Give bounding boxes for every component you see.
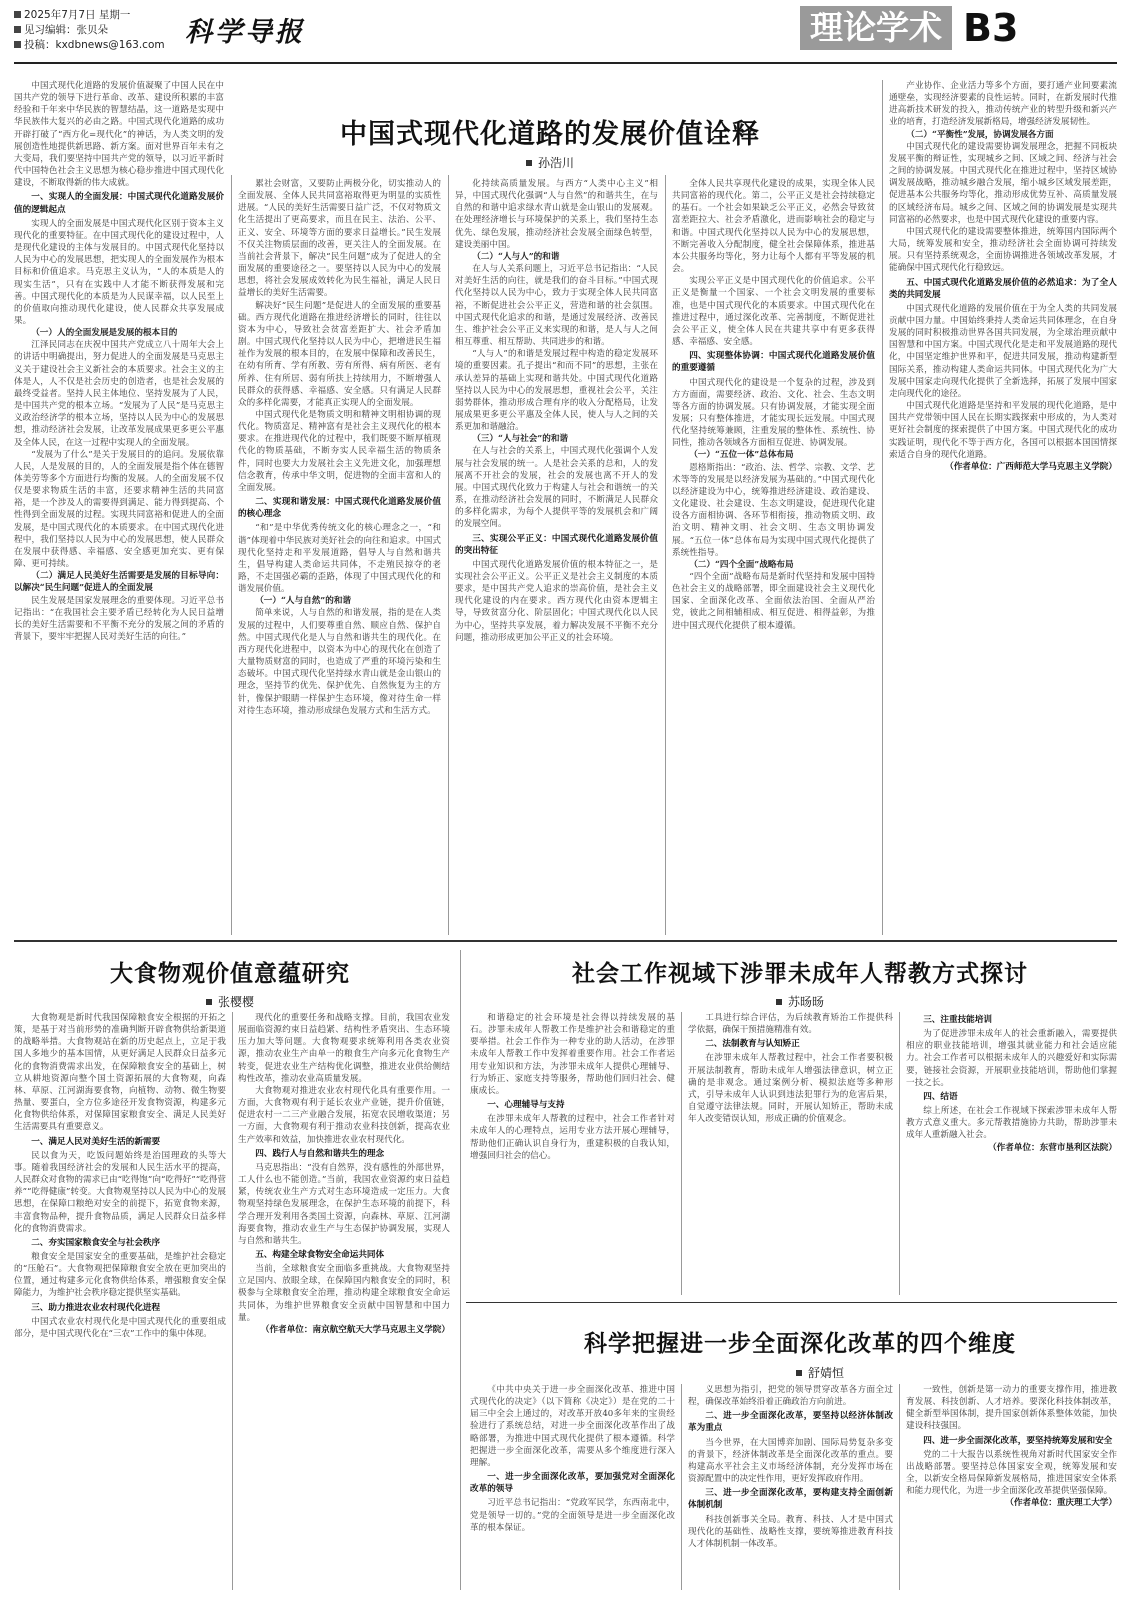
section-heading: 一、进一步全面深化改革，要加强党对全面深化改革的领导 <box>470 1472 675 1495</box>
article1-column-5 <box>889 80 1117 935</box>
paragraph: 江泽民同志在庆祝中国共产党成立八十周年大会上的讲话中明确提出，努力促进人的全面发展是马克思主义关于建设社会主义新社会的本质要求。社会主义的主体是人，人不仅是社会历史的创造者，也是社会发展的最终受益者。坚持人民主体地位、坚持发展为了人民，是中国共产党的根本立场。“发展为了人民”是马克思主义政治经济学的根本立场，坚持以人民为中心的发展思想，推动经济社会发展，让改革发展成果更多更公平惠及全体人民，在这一过程中实现人的全面发展。 <box>14 340 224 448</box>
section-heading: 一、心理辅导与支持 <box>487 1100 565 1111</box>
article1-column-3 <box>455 178 658 935</box>
paragraph: 工具进行综合评估，为后续教育矫治工作提供科学依据，确保干预措施精准有效。 <box>688 1013 893 1036</box>
article4-column-3 <box>906 1384 1117 1590</box>
paragraph: 中国式农业农村现代化是中国式现代化的重要组成部分，是中国式现代化在“三农”工作中的集中体现。 <box>14 1316 226 1339</box>
subsection-heading: （二）满足人民美好生活需要是发展的目标导向：以解决“民生问题”促进人的全面发展 <box>14 571 224 594</box>
paragraph: 当今世界，在大国博弈加剧、国际局势复杂多变的背景下，经济体制改革是全面深化改革的重点。要构建高水平社会主义市场经济体制，充分发挥市场在资源配置中的决定性作用，更好发挥政府作用。 <box>688 1437 893 1485</box>
paragraph: 实现人的全面发展是中国式现代化区别于资本主义现代化的重要特征。在中国式现代化的建设过程中，人是现代化建设的主体与发展目的。中国式现代化坚持以人民为中心的发展思想，把实现人的全面发展作为根本目标和价值追求。马克思主义认为，“人的本质是人的现实生活”，只有在实践中人才能不断获得发展和完善。中国式现代化的本质是为人民谋幸福，以人民至上的价值取向推动现代化建设，使人民群众共享发展成果。 <box>14 218 224 326</box>
column-divider <box>448 175 449 935</box>
article1-column-2 <box>238 178 441 935</box>
paragraph: “和”是中华优秀传统文化的核心理念之一，“和谐”体现着中华民族对美好社会的向往和追求。中国式现代化坚持走和平发展道路，倡导人与自然和谐共生，倡导构建人类命运共同体，不走殖民掠夺的老路，不走国强必霸的歪路，体现了中国式现代化的和谐发展价值。 <box>238 523 441 595</box>
section-heading: 四、践行人与自然和谐共生的理念 <box>255 1148 385 1159</box>
paragraph: 民生发展是国家发展理念的重要体现。习近平总书记指出：“在我国社会主要矛盾已经转化为人民日益增长的美好生活需要和不平衡不充分的发展之间的矛盾的背景下，要牢牢把握人民对美好生活的向往。” <box>14 595 224 643</box>
paragraph: “发展为了什么”是关于发展目的的追问。发展依靠人民，人是发展的目的，人的全面发展是指个体在德智体美劳等多个方面进行均衡的发展。人的全面发展不仅仅是要求物质生活的丰富，还要求精神生活的共同富裕，是一个涉及人的需要得到满足、能力得到提高、个性得到全面发展的过程。实现共同富裕和促进人的全面发展，是中国式现代化的本质要求。在中国式现代化进程中，我们坚持以人民为中心的发展思想，使人民群众在发展中获得感、幸福感、安全感更加充实、更有保障、更可持续。 <box>14 449 224 570</box>
section-heading: 四、实现整体协调：中国式现代化道路发展价值的重要遵循 <box>672 351 875 374</box>
paragraph: 实现公平正义是中国式现代化的价值追求。公平正义是衡量一个国家、一个社会文明发展的重要标准，也是中国式现代化的本质要求。中国式现代化在推进过程中，通过深化改革、完善制度，不断促进社会公平正义，使全体人民在共建共享中有更多获得感、幸福感、安全感。 <box>672 276 875 348</box>
paragraph: 综上所述，在社会工作视域下探索涉罪未成年人帮教方式意义重大。多元帮教措施协力共助，帮助涉罪未成年人重新融入社会。 <box>906 1106 1117 1141</box>
paragraph: 中国式现代化道路的发展价值凝聚了中国人民在中国共产党的领导下进行革命、改革、建设所积累的丰富经验和千年来中华民族的智慧结晶，这一道路是实现中华民族伟大复兴的必由之路。中国式现代化道路的成功开辟打破了“西方化=现代化”的神话，为人类文明的发展创造性地提供新思路、新方案。面对世界百年未有之大变局，我们要坚持中国共产党的领导，以习近平新时代中国特色社会主义思想为核心稳步推进中国式现代化建设，不断取得新的伟大成就。 <box>14 81 224 189</box>
paragraph: 义思想为指引，把党的领导贯穿改革各方面全过程，确保改革始终沿着正确政治方向前进。 <box>688 1385 893 1408</box>
author-affiliation: （作者单位：广西师范大学马克思主义学院） <box>945 461 1117 472</box>
paragraph: 恩格斯指出：“政治、法、哲学、宗教、文学、艺术等等的发展是以经济发展为基础的。”中国式现代化以经济建设为中心，统筹推进经济建设、政治建设、文化建设、社会建设、生态文明建设，促进现代化建设各方面相协调、各环节相衔接，推动物质文明、政治文明、精神文明、社会文明、生态文明协调发展。“五位一体”总体布局为实现中国式现代化提供了系统性指导。 <box>672 462 875 558</box>
section-heading: 三、助力推进农业农村现代化进程 <box>31 1302 161 1313</box>
section-heading: 三、实现公平正义：中国式现代化道路发展价值的突出特征 <box>455 533 658 556</box>
section-heading: 五、中国式现代化道路发展价值的必然追求：为了全人类的共同发展 <box>889 277 1117 300</box>
article3-author: 苏旸旸 <box>720 993 880 1010</box>
paragraph: 马克思指出：“没有自然界，没有感性的外部世界，工人什么也不能创造。”当前，我国农业资源约束日益趋紧，传统农业生产方式对生态环境造成一定压力。大食物观坚持绿色发展理念，在保护生态环境的前提下，科学合理开发利用各类国土资源，向森林、草原、江河湖海要食物，推动农业生产与生态保护协调发展，实现人与自然和谐共生。 <box>238 1162 450 1246</box>
article3-column-3 <box>906 1012 1117 1295</box>
masthead-meta <box>14 8 165 53</box>
author-affiliation: （作者单位：南京航空航天大学马克思主义学院） <box>260 1324 450 1335</box>
column-divider <box>882 80 883 935</box>
section-heading: 三、进一步全面深化改革，要构建支持全面创新体制机制 <box>688 1488 893 1511</box>
paragraph: 中国式现代化的建设需要整体推进，统筹国内国际两个大局，统筹发展和安全，推动经济社会全面协调可持续发展。只有坚持系统观念，全面协调推进各领域改革发展，才能确保中国式现代化行稳致远。 <box>889 226 1117 274</box>
subsection-heading: （三）“人与社会”的和谐 <box>472 434 569 445</box>
paragraph: 现代化的重要任务和战略支撑。目前，我国农业发展面临资源约束日益趋紧、结构性矛盾突出、生态环境压力加大等问题。大食物观要求统筹利用各类农业资源，推动农业生产由单一的粮食生产向多元化食物生产转变，促进农业生产结构优化调整，推进农业供给侧结构性改革，推动农业高质量发展。 <box>238 1013 450 1084</box>
article4-author: 舒婧恒 <box>740 1364 900 1381</box>
section-heading: 四、进一步全面深化改革，要坚持统筹发展和安全 <box>923 1435 1113 1446</box>
paragraph: 中国式现代化的建设需要协调发展理念，把握不同板块发展平衡的辩证性，实现城乡之间、区域之间、经济与社会之间的协调发展。中国式现代化在推进过程中，坚持区域协调发展战略，推动城乡融合发展，缩小城乡区域发展差距，促进基本公共服务均等化，推动形成优势互补、高质量发展的区域经济布局。城乡之间、区域之间的协调发展是实现共同富裕的必然要求，也是中国式现代化建设的重要内容。 <box>889 141 1117 225</box>
section-heading: 二、进一步全面深化改革，要坚持以经济体制改革为重点 <box>688 1411 893 1434</box>
article1-column-1 <box>14 80 224 935</box>
paragraph: 中国式现代化道路是坚持和平发展的现代化道路，是中国共产党带领中国人民在长期实践探索中形成的，为人类对更好社会制度的探索提供了中国方案。中国式现代化的成功实践证明，现代化不等于西方化，各国可以根据本国国情探索适合自身的现代化道路。 <box>889 401 1117 460</box>
paragraph: 粮食安全是国家安全的重要基础，是维护社会稳定的“压舱石”。大食物观把保障粮食安全放在更加突出的位置，通过构建多元化食物供给体系，增强粮食安全保障能力，为维护社会秩序稳定提供坚实基础。 <box>14 1251 226 1299</box>
column-divider <box>899 1384 900 1590</box>
paragraph: 在人与社会的关系上，中国式现代化强调个人发展与社会发展的统一。人是社会关系的总和，人的发展离不开社会的发展，社会的发展也离不开人的发展。中国式现代化致力于构建人与社会和谐统一的关系，在推动经济社会发展的同时，不断满足人民群众的多样化需求，为每个人提供平等的发展机会和广阔的发展空间。 <box>455 446 658 530</box>
article3-title: 社会工作视域下涉罪未成年人帮教方式探讨 <box>572 960 1028 987</box>
paragraph: 党的二十大报告以系统性视角对新时代国家安全作出战略部署。要坚持总体国家安全观，统筹发展和安全，以新安全格局保障新发展格局，推进国家安全体系和能力现代化，为进一步全面深化改革提供坚强保障。 <box>906 1449 1117 1497</box>
column-divider <box>232 1012 233 1590</box>
article1-author: 孙浩川 <box>430 154 670 171</box>
paragraph: “人与人”的和谐是发展过程中构造的稳定发展环境的重要因素。孔子提出“和而不同”的思想，主张在承认差异的基础上实现和谐共处。中国式现代化道路坚持以人民为中心的发展思想，重视社会公平，关注弱势群体，推动形成合理有序的收入分配格局，让发展成果更多更公平惠及全体人民，使人与人之间的关系更加和谐融洽。 <box>455 349 658 433</box>
column-divider <box>681 1012 682 1295</box>
article2-title: 大食物观价值意蕴研究 <box>110 960 350 987</box>
subsection-heading: （一）“五位一体”总体布局 <box>689 450 794 461</box>
page-number: B3 <box>963 6 1019 50</box>
section-heading: 一、满足人民对美好生活的新需要 <box>31 1136 161 1147</box>
paragraph: 解决好“民生问题”是促进人的全面发展的重要基础。西方现代化道路在推进经济增长的同时，往往以资本为中心，导致社会贫富差距扩大、社会矛盾加剧。中国式现代化坚持以人民为中心，把增进民生福祉作为发展的根本目的，在发展中保障和改善民生，在幼有所育、学有所教、劳有所得、病有所医、老有所养、住有所居、弱有所扶上持续用力，不断增强人民群众的获得感、幸福感、安全感。只有满足人民群众的多样化需要，才能真正实现人的全面发展。 <box>238 300 441 408</box>
paragraph: 中国式现代化的建设是一个复杂的过程，涉及到方方面面，需要经济、政治、文化、社会、生态文明等各方面的协调发展。只有协调发展，才能实现全面发展；只有整体推进，才能实现长远发展。中国式现代化坚持统筹兼顾，注重发展的整体性、系统性、协同性，推动各领域各方面相互促进、协调发展。 <box>672 377 875 449</box>
section-heading: 二、夯实国家粮食安全与社会秩序 <box>31 1237 161 1248</box>
column-divider <box>460 950 461 1590</box>
section-heading: 三、注重技能培训 <box>923 1015 992 1025</box>
paragraph: 当前，全球粮食安全面临多重挑战。大食物观坚持立足国内、放眼全球，在保障国内粮食安全的同时，积极参与全球粮食安全治理，推动构建全球粮食安全命运共同体，为维护世界粮食安全贡献中国智慧和中国力量。 <box>238 1264 450 1323</box>
section-heading: 一、实现人的全面发展：中国式现代化道路发展价值的逻辑起点 <box>14 192 224 215</box>
paragraph: 中国式现代化道路的发展价值在于为全人类的共同发展贡献中国力量。中国始终秉持人类命运共同体理念，在自身发展的同时积极推动世界各国共同发展，为全球治理贡献中国智慧和中国方案。中国式现代化是走和平发展道路的现代化，中国坚定维护世界和平，促进共同发展，推动构建新型国际关系，推动构建人类命运共同体。中国式现代化为广大发展中国家走向现代化提供了全新选择，拓展了发展中国家走向现代化的途径。 <box>889 303 1117 399</box>
paragraph: 累社会财富，又要防止两极分化，切实推动人的全面发展、全体人民共同富裕取得更为明显的实质性进展。“人民的美好生活需要日益广泛，不仅对物质文化生活提出了更高要求，而且在民主、法治、公平、正义、安全、环境等方面的要求日益增长。”民生发展不仅关注物质层面的改善，更关注人的全面发展。在当前社会背景下，解决“民生问题”成为了促进人的全面发展的重要途径之一。要坚持以人民为中心的发展思想，将社会发展成效转化为民生福祉，满足人民日益增长的美好生活需要。 <box>238 179 441 299</box>
article3-column-1 <box>470 1012 675 1295</box>
paragraph: 习近平总书记指出：“党政军民学，东西南北中，党是领导一切的。”党的全面领导是进一步全面深化改革的根本保证。 <box>470 1498 675 1533</box>
subsection-heading: （一）人的全面发展是发展的根本目的 <box>31 328 178 339</box>
article2-column-1 <box>14 1012 226 1590</box>
author-affiliation: （作者单位：东营市垦利区法院） <box>988 1142 1117 1153</box>
issue-date: 2025年7月7日 星期一 <box>14 8 165 23</box>
article1-title: 中国式现代化道路的发展价值诠释 <box>340 119 760 150</box>
column-divider <box>665 175 666 935</box>
paragraph: 在涉罪未成年人帮教的过程中，社会工作者针对未成年人的心理特点，运用专业方法开展心理辅导，帮助他们正确认识自身行为，重建积极的自我认知，增强回归社会的信心。 <box>470 1114 675 1161</box>
article2-author: 张樱樱 <box>160 993 300 1010</box>
paragraph: 产业协作、企业活力等多个方面，要打通产业间要素流通壁垒，实现经济要素的良性运转。同时，在新发展时代推进高新技术研发的投入，推动传统产业的转型升级和新兴产业的培育，打造经济发展新格局，增强经济发展韧性。 <box>889 81 1117 128</box>
column-divider <box>899 1012 900 1295</box>
submission-email: 投稿：kxdbnews@163.com <box>14 38 165 53</box>
paragraph: 简单来说，人与自然的和谐发展，指的是在人类发展的过程中，人们要尊重自然、顺应自然、保护自然。中国式现代化是人与自然和谐共生的现代化。在西方现代化进程中，以资本为中心的现代化在创造了大量物质财富的同时，也造成了严重的环境污染和生态破坏。中国式现代化坚持绿水青山就是金山银山的理念，坚持节约优先、保护优先、自然恢复为主的方针，像保护眼睛一样保护生态环境，像对待生命一样对待生态环境，推动形成绿色发展方式和生活方式。 <box>238 608 441 716</box>
paragraph: 大食物观对推进农业农村现代化具有重要作用。一方面，大食物观有利于延长农业产业链，提升价值链，促进农村一二三产业融合发展，拓宽农民增收渠道；另一方面，大食物观有利于推动农业科技创新，提高农业生产效率和效益，加快推进农业农村现代化。 <box>238 1085 450 1145</box>
column-divider <box>681 1384 682 1590</box>
paragraph: 为了促进涉罪未成年人的社会重新融入，需要提供相应的职业技能培训，增强其就业能力和社会适应能力。社会工作者可以根据未成年人的兴趣爱好和实际需要，链接社会资源，开展职业技能培训，帮助他们掌握一技之长。 <box>906 1029 1117 1088</box>
paragraph: 《中共中央关于进一步全面深化改革、推进中国式现代化的决定》（以下简称《决定》）是在党的二十届三中全会上通过的，对改革开放40多年来的宝贵经验进行了系统总结，对进一步全面深化改革作出了战略部署，为推进中国式现代化提供了根本遵循。科学把握进一步全面深化改革，需要从多个维度进行深入理解。 <box>470 1385 675 1468</box>
section-title: 理论学术 <box>800 6 952 50</box>
editor-line: 见习编辑：张贝朵 <box>14 23 165 38</box>
column-divider <box>231 175 232 935</box>
article2-column-2 <box>238 1012 450 1590</box>
section-divider <box>466 1302 1117 1303</box>
subsection-heading: （二）“平衡性”发展，协调发展各方面 <box>906 129 1054 140</box>
article4-title: 科学把握进一步全面深化改革的四个维度 <box>584 1330 1016 1357</box>
article4-column-2 <box>688 1384 893 1590</box>
paragraph: 科技创新事关全局。教育、科技、人才是中国式现代化的基础性、战略性支撑，要统筹推进教育科技人才体制机制一体改革。 <box>688 1514 893 1549</box>
paragraph: 化持续高质量发展。与西方“人类中心主义”相异，中国式现代化强调“人与自然”的和谐共生，在与自然的和谐中追求绿水青山就是金山银山的发展观。在处理经济增长与环境保护的关系上，我们坚持生态优先、绿色发展，推动经济社会发展全面绿色转型，建设美丽中国。 <box>455 179 658 250</box>
paragraph: 中国式现代化道路发展价值的根本特征之一，是实现社会公平正义。公平正义是社会主义制度的本质要求，是中国共产党人追求的崇高价值，是社会主义现代化建设的内在要求。西方现代化由资本逻辑主导，导致贫富分化、阶层固化；中国式现代化以人民为中心，坚持共享发展，着力解决发展不平衡不充分问题，推动形成更加公平正义的社会环境。 <box>455 559 658 643</box>
section-heading: 二、法制教育与认知矫正 <box>705 1039 800 1050</box>
subsection-heading: （二）“人与人”的和谐 <box>472 251 560 262</box>
section-banner <box>800 6 1018 50</box>
section-heading: 四、结语 <box>923 1091 958 1102</box>
subsection-heading: （二）“四个全面”战略布局 <box>689 559 794 570</box>
masthead-rule <box>14 62 1117 64</box>
section-divider <box>14 940 1117 942</box>
newspaper-logo: 科学导报 <box>185 17 305 48</box>
paragraph: 中国式现代化是物质文明和精神文明相协调的现代化。物质富足、精神富有是社会主义现代化的根本要求。在推进现代化的过程中，我们既要不断厚植现代化的物质基础，不断夯实人民幸福生活的物质条件，同时也要大力发展社会主义先进文化，加强理想信念教育，传承中华文明，促进物的全面丰富和人的全面发展。 <box>238 409 441 493</box>
article1-column-4 <box>672 178 875 935</box>
paragraph: 民以食为天，吃饭问题始终是治国理政的头等大事。随着我国经济社会的发展和人民生活水平的提高，人民群众对食物的需求已由“吃得饱”向“吃得好”“吃得营养”“吃得健康”转变。大食物观坚持以人民为中心的发展思想，在保障口粮绝对安全的前提下，拓宽食物来源，丰富食物品种，提升食物品质，满足人民群众日益多样化的食物消费需求。 <box>14 1150 226 1234</box>
paragraph: “四个全面”战略布局是新时代坚持和发展中国特色社会主义的战略部署，即全面建设社会主义现代化国家、全面深化改革、全面依法治国、全面从严治党，彼此之间相辅相成、相互促进、相得益彰，为推进中国式现代化提供了根本遵循。 <box>672 572 875 631</box>
article4-column-1 <box>470 1384 675 1590</box>
paragraph: 在人与人关系问题上，习近平总书记指出：“人民对美好生活的向往，就是我们的奋斗目标。”中国式现代化坚持以人民为中心，致力于实现全体人民共同富裕，不断促进社会公平正义，营造和谐的社会氛围。中国式现代化追求的和谐，是通过发展经济、改善民生、维护社会公平正义来实现的和谐，是人与人之间相互尊重、相互帮助、共同进步的和谐。 <box>455 264 658 348</box>
paragraph: 全体人民共享现代化建设的成果，实现全体人民共同富裕的现代化。第二，公平正义是社会持续稳定的基石。一个社会如果缺乏公平正义，必然会导致贫富差距拉大、社会矛盾激化，进而影响社会的稳定与和谐。中国式现代化坚持以人民为中心的发展思想，不断完善收入分配制度，健全社会保障体系，推进基本公共服务均等化，努力让每个人都有平等发展的机会。 <box>672 179 875 275</box>
section-heading: 二、实现和谐发展：中国式现代化道路发展价值的核心理念 <box>238 497 441 520</box>
section-heading: 五、构建全球食物安全命运共同体 <box>255 1249 385 1260</box>
paragraph: 大食物观是新时代我国保障粮食安全根据的开拓之策，是基于对当前形势的准确判断开辟食物供给新渠道的战略举措。大食物观站在新的历史起点上，立足于我国人多地少的基本国情，从更好满足人民群众日益多元化的食物消费需求出发，在保障粮食安全的基础上，树立从耕地资源向整个国土资源拓展的大食物观，向森林、草原、江河湖海要食物，向植物、动物、微生物要热量、要蛋白，全方位多途径开发食物资源，构建多元化食物供给体系，对保障国家粮食安全、满足人民美好生活需要具有重要意义。 <box>14 1013 226 1133</box>
paragraph: 在涉罪未成年人帮教过程中，社会工作者要积极开展法制教育，帮助未成年人增强法律意识，树立正确的是非观念。通过案例分析、模拟法庭等多种形式，引导未成年人认识到违法犯罪行为的危害后果，自觉遵守法律法规。同时，开展认知矫正，帮助未成年人改变错误认知，形成正确的价值观念。 <box>688 1053 893 1125</box>
author-affiliation: （作者单位：重庆理工大学） <box>1005 1498 1117 1509</box>
article3-column-2 <box>688 1012 893 1295</box>
paragraph: 一致性，创新是第一动力的重要支撑作用，推进教育发展、科技创新、人才培养。要深化科技体制改革，健全新型举国体制，提升国家创新体系整体效能，加快建设科技强国。 <box>906 1385 1117 1432</box>
paragraph: 和谐稳定的社会环境是社会得以持续发展的基石。涉罪未成年人帮教工作是维护社会和谐稳定的重要举措。社会工作作为一种专业的助人活动，在涉罪未成年人帮教工作中发挥着重要作用。社会工作者运用专业知识和方法，为涉罪未成年人提供心理辅导、行为矫正、家庭支持等服务，帮助他们回归社会、健康成长。 <box>470 1013 675 1096</box>
subsection-heading: （一）“人与自然”的和谐 <box>255 596 352 607</box>
